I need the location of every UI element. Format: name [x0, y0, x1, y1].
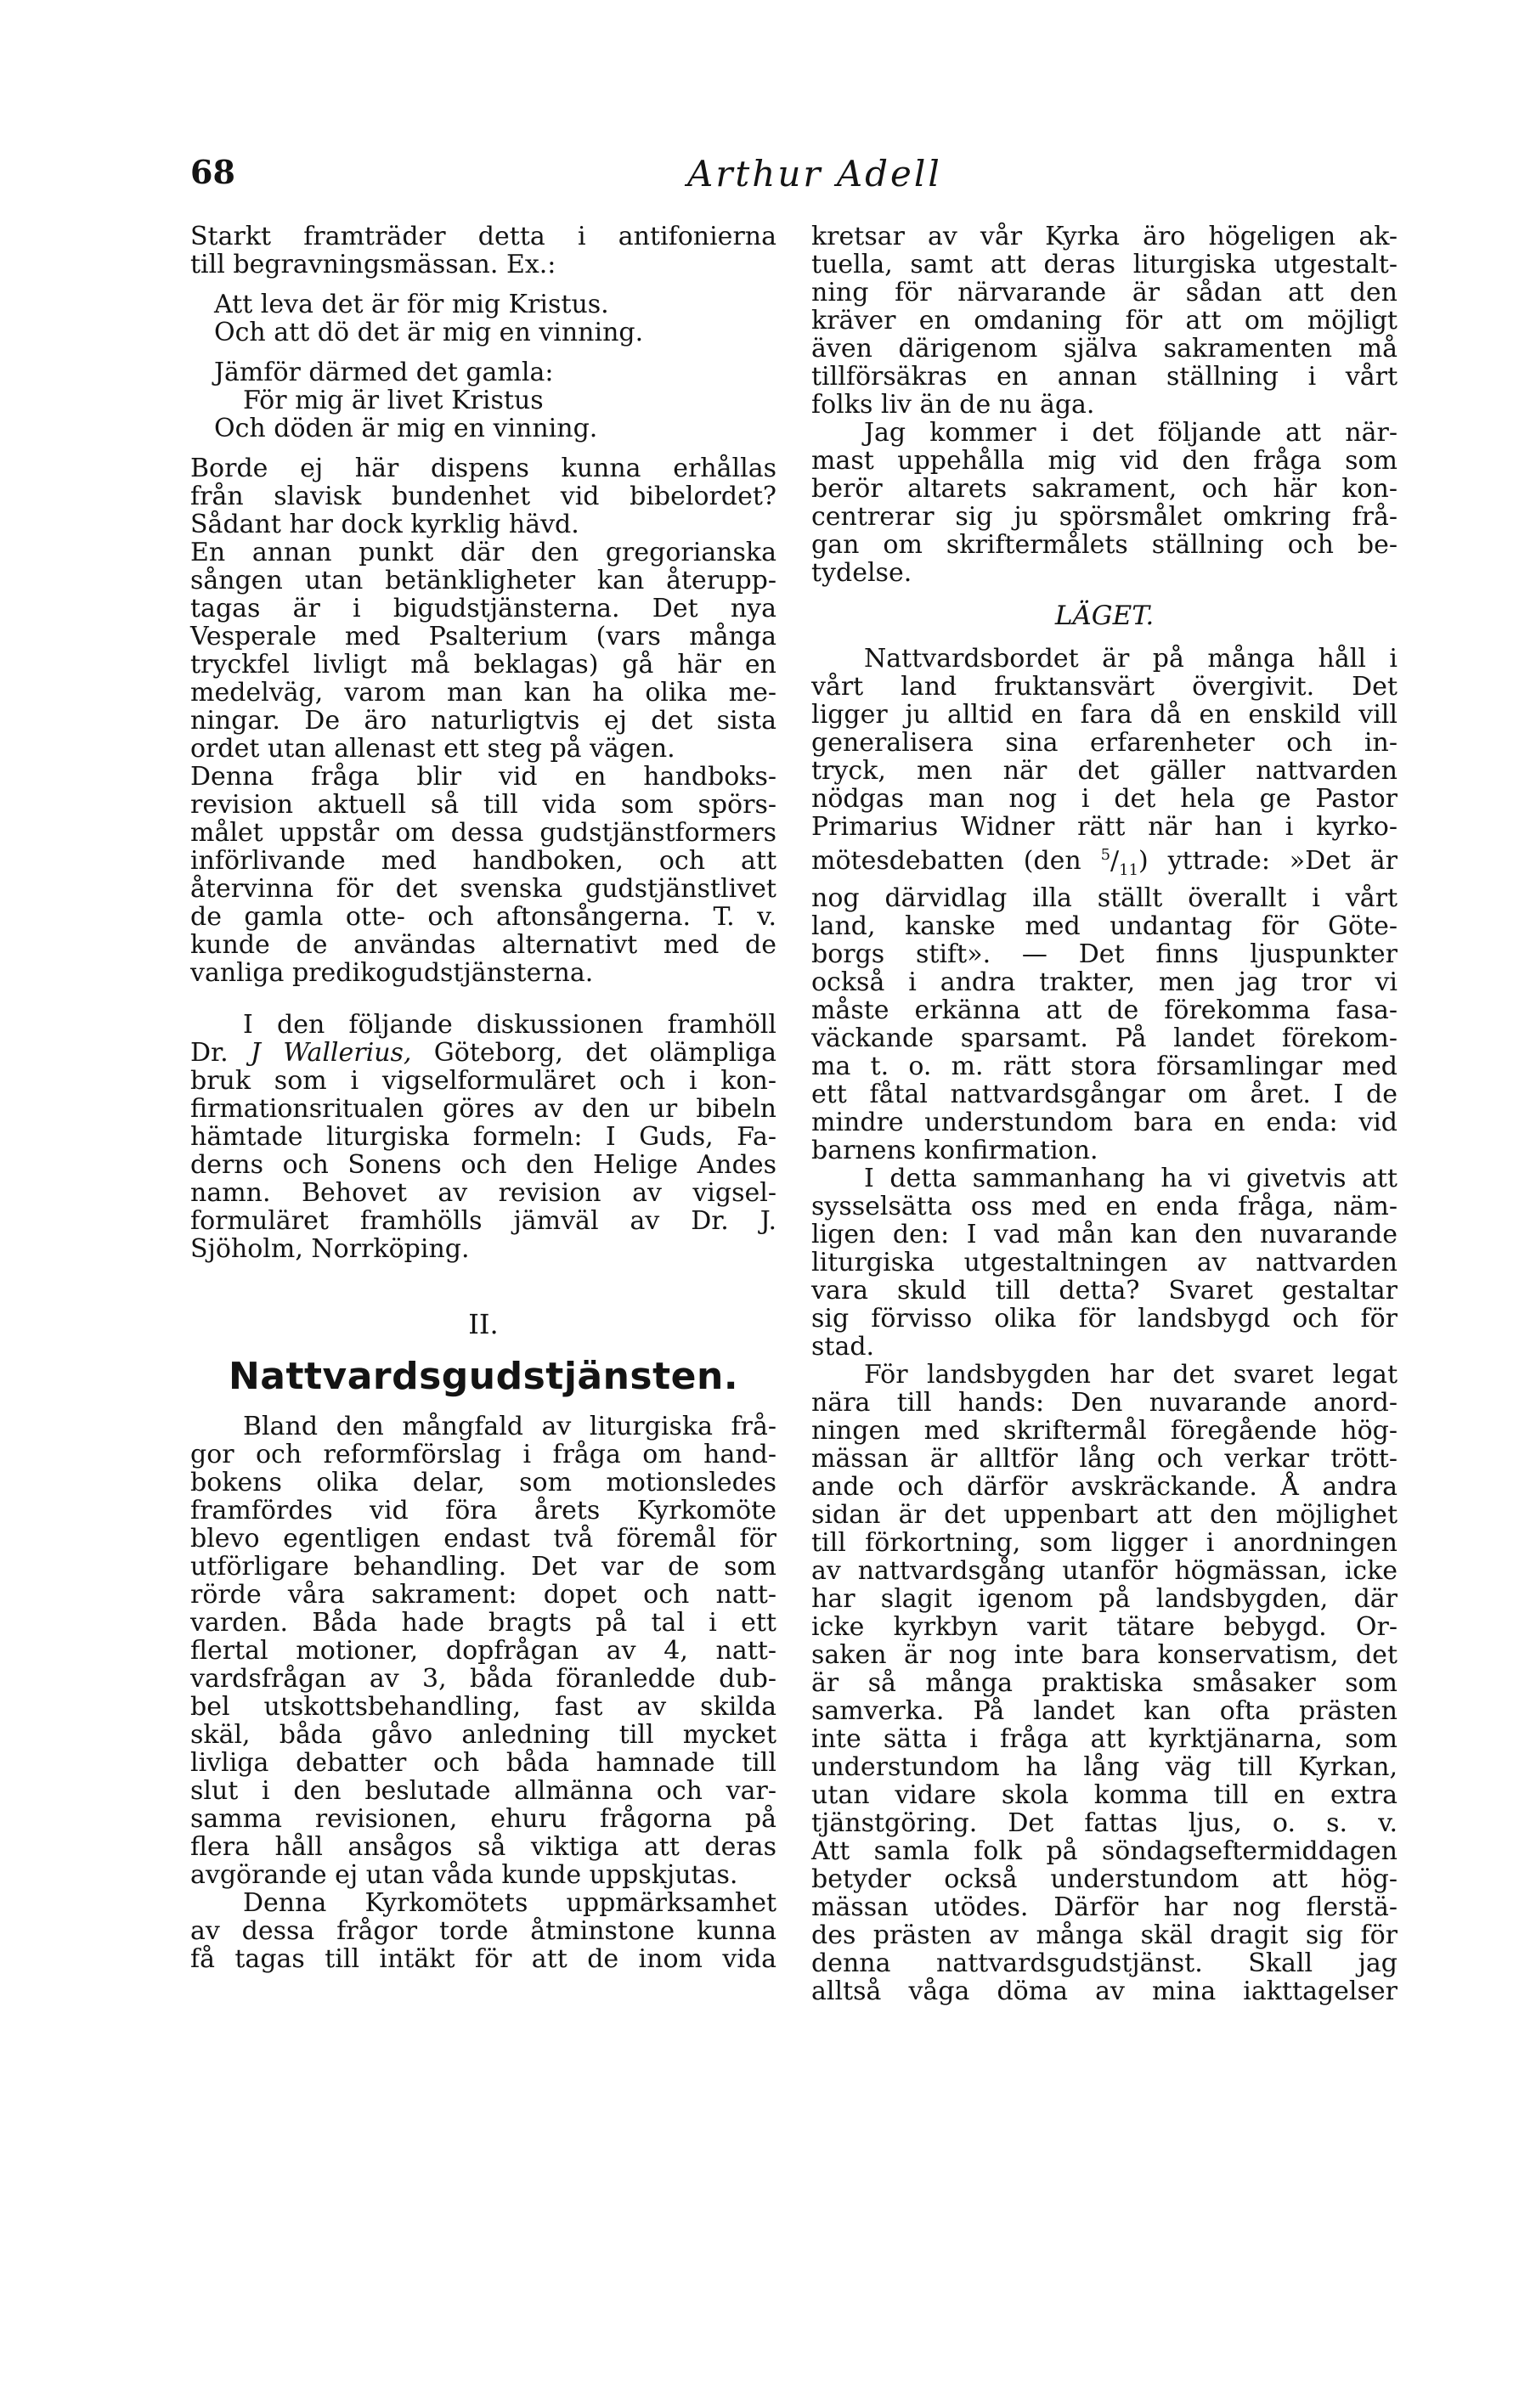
text-line: Denna fråga blir vid en handboks-: [190, 762, 776, 792]
paragraph: [190, 223, 776, 279]
text-line: För landsbygden har det svaret legat: [864, 1360, 1398, 1390]
right-column: [811, 223, 1398, 2005]
text-line: av dessa frågor torde åtminstone kunna: [190, 1916, 776, 1946]
verse-line: Jämför därmed det gamla:: [214, 358, 554, 387]
text-line: gor och reformförslag i fråga om hand-: [190, 1440, 776, 1469]
verse-line: Att leva det är för mig Kristus.: [214, 290, 609, 319]
text-line: måste erkänna att de förekomma fasa-: [811, 995, 1398, 1025]
text-line: nära till hands: Den nuvarande anord-: [811, 1388, 1398, 1418]
verse-line: Och döden är mig en vinning.: [214, 414, 598, 443]
text-line: folks liv än de nu äga.: [811, 390, 1095, 420]
text-line: kunde de användas alternativt med de: [190, 930, 776, 960]
text-line: land, kanske med undantag för Göte-: [811, 911, 1398, 941]
text-line: vardsfrågan av 3, båda föranledde dub-: [190, 1664, 776, 1694]
verse-line: För mig är livet Kristus: [243, 386, 544, 415]
text-line: Denna Kyrkomötets uppmärksamhet: [243, 1888, 776, 1918]
text-line: ett fåtal nattvardsgångar om året. I de: [811, 1080, 1398, 1109]
text-line: icke kyrkbyn varit tätare bebygd. Or-: [811, 1612, 1398, 1642]
text-line: vara skuld till detta? Svaret gestaltar: [811, 1276, 1398, 1306]
text-line: vanliga predikogudstjänsterna.: [190, 958, 594, 988]
paragraph: [190, 1413, 776, 1973]
text-line: Sjöholm, Norrköping.: [190, 1234, 470, 1264]
text-line: vårt land fruktansvärt övergivit. Det: [811, 672, 1398, 702]
text-line: tillförsäkras en annan ställning i vårt: [811, 362, 1398, 392]
text-line: Borde ej här dispens kunna erhållas: [190, 454, 776, 483]
text-line: mässan utödes. Därför har nog flerstä-: [811, 1892, 1398, 1922]
text-line: av nattvardsgång utanför högmässan, icke: [811, 1556, 1398, 1586]
subheading: LÄGET.: [1054, 601, 1155, 631]
text-line: Nattvardsbordet är på många håll i: [864, 644, 1398, 674]
section-number: II.: [468, 1308, 499, 1340]
text-line: mindre understundom bara en enda: vid: [811, 1108, 1398, 1137]
text-line: ligen den: I vad mån kan den nuvarande: [811, 1220, 1398, 1249]
text-fragment: mötesdebatten (den: [811, 846, 1081, 876]
text-line: till förkortning, som ligger i anordningen: [811, 1528, 1398, 1558]
text-line: mast uppehålla mig vid den fråga som: [811, 446, 1398, 476]
text-line: sysselsätta oss med en enda fråga, näm-: [811, 1192, 1398, 1221]
text-line: Bland den mångfald av liturgiska frå-: [243, 1412, 776, 1441]
verse-line: Och att dö det är mig en vinning.: [214, 318, 644, 347]
text-line: slut i den beslutade allmänna och var-: [190, 1776, 776, 1806]
text-line: En annan punkt där den gregorianska: [190, 538, 776, 567]
text-line: till begravningsmässan. Ex.:: [190, 250, 556, 279]
text-line: ningen med skriftermål föregående hög-: [811, 1416, 1398, 1446]
text-line: derns och Sonens och den Helige Andes: [190, 1150, 776, 1180]
text-line: flertal motioner, dopfrågan av 4, natt-: [190, 1636, 776, 1666]
text-line: saken är nog inte bara konservatism, det: [811, 1640, 1398, 1670]
text-line: nödgas man nog i det hela ge Pastor: [811, 784, 1398, 814]
text-line: bokens olika delar, som motionsledes: [190, 1468, 776, 1497]
text-line: från slavisk bundenhet vid bibelordet?: [190, 482, 776, 511]
text-line: Starkt framträder detta i antifonierna: [190, 222, 776, 251]
text-line: blevo egentligen endast två föremål för: [190, 1524, 776, 1554]
person-name: J Wallerius,: [250, 1038, 412, 1068]
text-line: stad.: [811, 1332, 875, 1362]
text-line: ande och därför avskräckande. Å andra: [811, 1472, 1398, 1502]
text-line: understundom ha lång väg till Kyrkan,: [811, 1752, 1398, 1782]
text-line: tagas är i bigudstjänsterna. Det nya: [190, 594, 776, 623]
text-line: Sådant har dock kyrklig hävd.: [190, 510, 579, 539]
text-line: Jag kommer i det följande att när-: [864, 418, 1398, 448]
text-line: samma revisionen, ehuru frågorna på: [190, 1804, 776, 1834]
text-line: de gamla otte- och aftonsångerna. T. v.: [190, 902, 776, 932]
date-denominator: 11: [1119, 861, 1139, 879]
text-line: varden. Båda hade bragts på tal i ett: [190, 1608, 776, 1638]
text-line: bel utskottsbehandling, fast av skilda: [190, 1692, 776, 1722]
section-heading: Nattvardsgudstjänsten.: [228, 1355, 739, 1398]
text-line: flera håll ansågos så viktiga att deras: [190, 1832, 776, 1862]
text-line: väckande sparsamt. På landet förekom-: [811, 1024, 1398, 1053]
text-line: firmationsritualen göres av den ur bibeln: [190, 1094, 776, 1124]
text-line: även därigenom själva sakramenten må: [811, 334, 1398, 364]
text-line: ning för närvarande är sådan att den: [811, 278, 1398, 307]
text-line: tryck, men när det gäller nattvarden: [811, 756, 1398, 786]
text-line: ordet utan allenast ett steg på vägen.: [190, 734, 675, 764]
text-line: utan vidare skola komma till en extra: [811, 1780, 1398, 1810]
text-fragment: ) yttrade: »Det är: [1138, 846, 1398, 876]
title-abbreviation: Dr.: [190, 1038, 229, 1068]
text-line: berör altarets sakrament, och här kon-: [811, 474, 1398, 504]
text-line: samverka. På landet kan ofta prästen: [811, 1696, 1398, 1726]
text-line: återvinna för det svenska gudstjänstlivet: [190, 874, 776, 904]
text-line: Primarius Widner rätt när han i kyrko-: [811, 812, 1398, 842]
text-line: kretsar av vår Kyrka äro högeligen ak-: [811, 222, 1398, 251]
text-line: sig förvisso olika för landsbygd och för: [811, 1304, 1398, 1334]
text-line: bruk som i vigselformuläret och i kon-: [190, 1066, 776, 1096]
text-line: hämtade liturgiska formeln: I Guds, Fa-: [190, 1122, 776, 1152]
page-number: 68: [190, 153, 235, 191]
text-line: sången utan betänkligheter kan återupp-: [190, 566, 776, 595]
text-line: revision aktuell så till vida som spörs-: [190, 790, 776, 820]
text-line: tuella, samt att deras liturgiska utgestalt-: [811, 250, 1398, 279]
text-line: tjänstgöring. Det fattas ljus, o. s. v.: [811, 1808, 1398, 1838]
text-line: betyder också understundom att hög-: [811, 1864, 1398, 1894]
text-line: formuläret framhölls jämväl av Dr. J.: [190, 1206, 776, 1236]
verse: [190, 358, 776, 443]
text-line: sidan är det uppenbart att den möjlighet: [811, 1500, 1398, 1530]
text-line: är så många praktiska småsaker som: [811, 1668, 1398, 1698]
paragraph: [811, 1165, 1398, 1361]
text-line: rörde våra sakrament: dopet och natt-: [190, 1580, 776, 1610]
text-line: alltså våga döma av mina iakttagelser: [811, 1977, 1398, 2006]
text-line: Att samla folk på söndagseftermiddagen: [811, 1836, 1398, 1866]
text-line: tydelse.: [811, 558, 912, 588]
text-line: gan om skriftermålets ställning och be-: [811, 530, 1398, 560]
text-line: målet uppstår om dessa gudstjänstformers: [190, 818, 776, 848]
text-line: borgs stift». — Det finns ljuspunkter: [811, 939, 1398, 969]
text-line: få tagas till intäkt för att de inom vida: [190, 1944, 776, 1974]
text-line: livliga debatter och båda hamnade till: [190, 1748, 776, 1778]
text-line: I den följande diskussionen framhöll: [243, 1010, 776, 1040]
text-line: skäl, båda gåvo anledning till mycket: [190, 1720, 776, 1750]
text-line: mötesdebatten (den $^5/_{11}$) yttrade: »Det är: [811, 846, 1398, 879]
text-line: generalisera sina erfarenheter och in-: [811, 728, 1398, 758]
text-line: liturgiska utgestaltningen av nattvarden: [811, 1248, 1398, 1277]
text-fragment: Göteborg, det olämpliga: [433, 1038, 776, 1068]
paragraph: [190, 454, 776, 987]
text-line: avgörande ej utan våda kunde uppskjutas.: [190, 1860, 738, 1890]
verse: [190, 290, 776, 347]
text-line: har slagit igenom på landsbygden, där: [811, 1584, 1398, 1614]
text-line: medelväg, varom man kan ha olika me-: [190, 678, 776, 708]
text-line: I detta sammanhang ha vi givetvis att: [864, 1164, 1398, 1193]
text-line: inte sätta i fråga att kyrktjänarna, som: [811, 1724, 1398, 1754]
text-line: nog därvidlag illa ställt överallt i vårt: [811, 883, 1398, 913]
text-line: des prästen av många skäl dragit sig för: [811, 1920, 1398, 1950]
page-header: [190, 153, 1333, 204]
paragraph: [811, 645, 1398, 1165]
text-line: mässan är alltför lång och verkar trött-: [811, 1444, 1398, 1474]
text-line: införlivande med handboken, och att: [190, 846, 776, 876]
text-line: ma t. o. m. rätt stora församlingar med: [811, 1052, 1398, 1081]
text-line: denna nattvardsgudstjänst. Skall jag: [811, 1948, 1398, 1978]
text-line: ligger ju alltid en fara då en enskild vill: [811, 700, 1398, 730]
left-column: [190, 223, 776, 1973]
running-head: Arthur Adell: [687, 153, 942, 195]
text-line: barnens konfirmation.: [811, 1136, 1098, 1165]
paragraph: [190, 1011, 776, 1263]
paragraph: [811, 1361, 1398, 2005]
text-line: ningar. De äro naturligtvis ej det sista: [190, 706, 776, 736]
text-line: tryckfel livligt må beklagas) gå här en: [190, 650, 776, 680]
text-line: framfördes vid föra årets Kyrkomöte: [190, 1496, 776, 1525]
text-line: kräver en omdaning för att om möjligt: [811, 306, 1398, 336]
text-line: också i andra trakter, men jag tror vi: [811, 967, 1398, 997]
text-line: centrerar sig ju spörsmålet omkring frå-: [811, 502, 1398, 532]
text-line: Vesperale med Psalterium (vars många: [190, 622, 776, 651]
date-numerator: 5: [1100, 846, 1111, 864]
text-line: [190, 1039, 776, 1067]
text-line: namn. Behovet av revision av vigsel-: [190, 1178, 776, 1208]
paragraph: [811, 223, 1398, 587]
text-line: utförligare behandling. Det var de som: [190, 1552, 776, 1582]
